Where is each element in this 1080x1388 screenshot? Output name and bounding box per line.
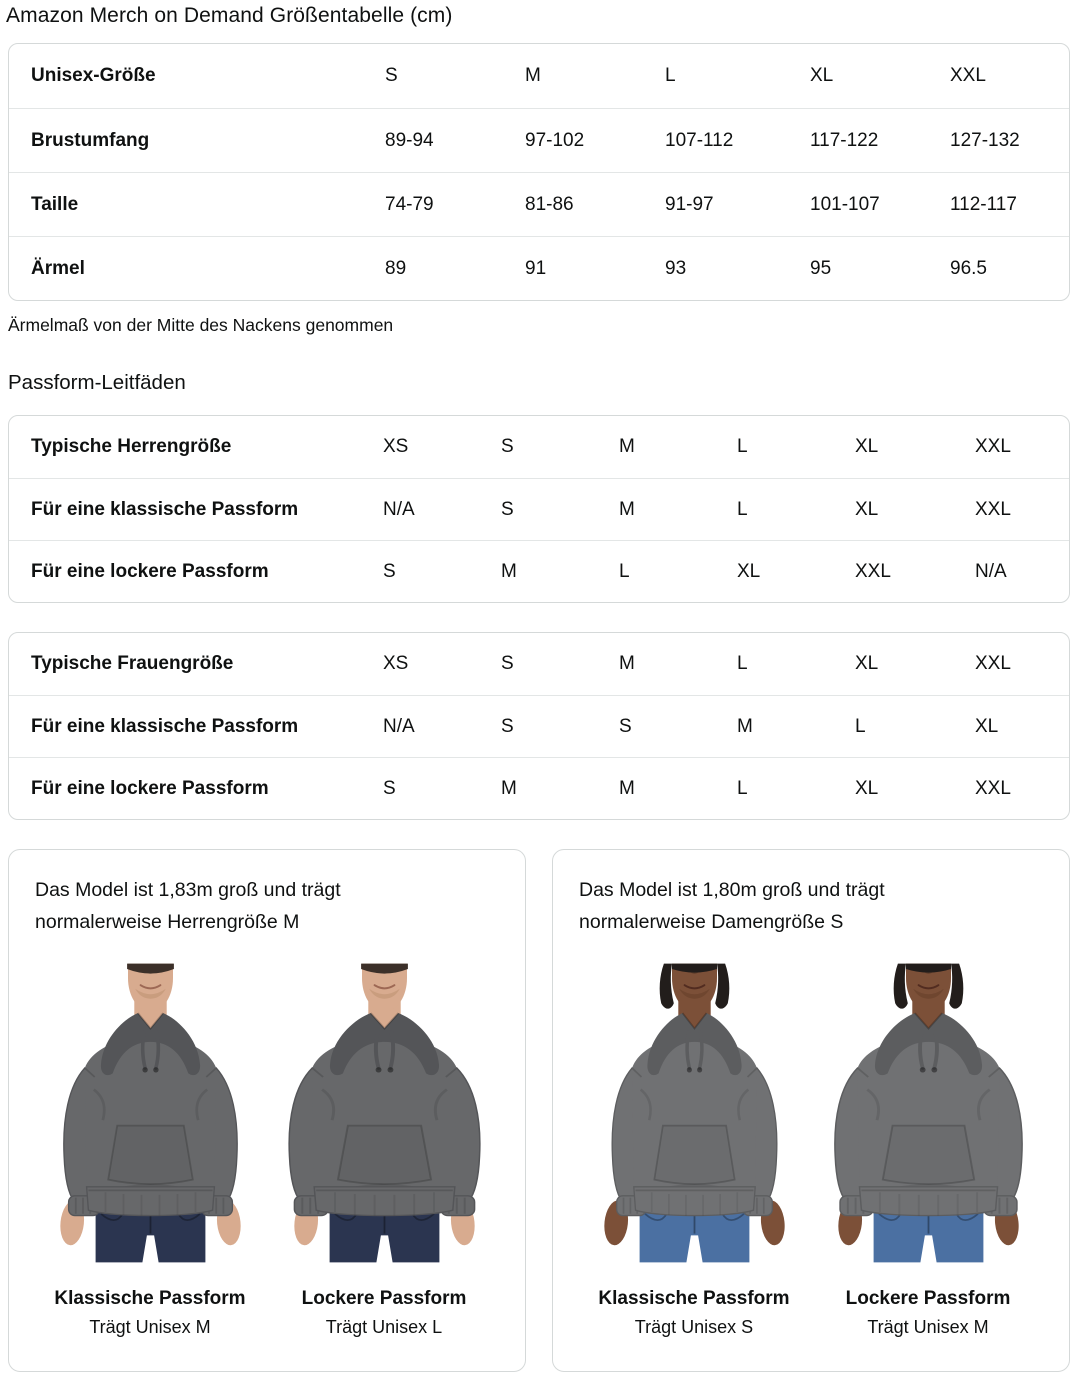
figure-caption bbox=[598, 1278, 789, 1338]
worn-size-label: Trägt Unisex S bbox=[634, 1317, 754, 1337]
size-column-header: XL bbox=[810, 65, 834, 86]
size-value: 117-122 bbox=[810, 129, 879, 151]
size-value: S bbox=[501, 436, 514, 457]
size-value: XS bbox=[383, 653, 409, 674]
size-value: XL bbox=[975, 715, 999, 737]
figure-caption bbox=[54, 1278, 245, 1338]
page-title: Amazon Merch on Demand Größentabelle (cm) bbox=[6, 4, 453, 27]
size-value: 96.5 bbox=[950, 257, 987, 279]
size-value: L bbox=[737, 653, 748, 674]
size-value: 101-107 bbox=[810, 193, 880, 215]
size-value: L bbox=[619, 560, 630, 582]
unisex-size-table bbox=[8, 43, 1070, 301]
row-label: Taille bbox=[31, 193, 79, 215]
model-figure bbox=[577, 948, 811, 1338]
size-value: M bbox=[619, 653, 635, 674]
row-label: Für eine lockere Passform bbox=[31, 560, 269, 582]
size-value: 89-94 bbox=[385, 129, 434, 151]
size-value: S bbox=[501, 715, 514, 737]
women-fit-table bbox=[8, 632, 1070, 820]
model-figure bbox=[33, 948, 267, 1338]
size-value: XXL bbox=[855, 560, 891, 582]
figures-row bbox=[577, 948, 1045, 1338]
size-value: S bbox=[619, 715, 632, 737]
size-value: M bbox=[501, 777, 517, 799]
size-value: 91 bbox=[525, 257, 547, 279]
worn-size-label: Trägt Unisex M bbox=[89, 1317, 211, 1337]
size-value: 97-102 bbox=[525, 129, 585, 151]
row-label: Ärmel bbox=[31, 257, 85, 279]
table-row bbox=[9, 695, 1069, 757]
figure-caption bbox=[302, 1278, 467, 1338]
table-row bbox=[9, 236, 1069, 300]
size-column-header: L bbox=[665, 65, 676, 86]
figure-caption bbox=[846, 1278, 1011, 1338]
size-value: 93 bbox=[665, 257, 687, 279]
female-classic-fit-photo bbox=[582, 948, 807, 1278]
size-value: XL bbox=[855, 498, 879, 520]
size-value: S bbox=[383, 777, 396, 799]
size-value: 81-86 bbox=[525, 193, 574, 215]
size-value: XL bbox=[855, 436, 879, 457]
size-value: S bbox=[501, 653, 514, 674]
model-cards bbox=[8, 849, 1070, 1372]
model-description: Das Model ist 1,83m groß und trägt normalerweise Herrengröße M bbox=[35, 879, 341, 933]
fit-guides-heading: Passform-Leitfäden bbox=[8, 371, 186, 394]
size-value: S bbox=[383, 560, 396, 582]
size-value: L bbox=[737, 777, 748, 799]
size-value: 95 bbox=[810, 257, 832, 279]
size-value: L bbox=[737, 498, 748, 520]
size-value: 89 bbox=[385, 257, 407, 279]
model-figure bbox=[811, 948, 1045, 1338]
female-loose-fit-photo bbox=[816, 948, 1041, 1278]
sleeve-measure-note: Ärmelmaß von der Mitte des Nackens genommen bbox=[8, 315, 394, 335]
size-value: 112-117 bbox=[950, 193, 1017, 215]
size-value: XL bbox=[855, 777, 879, 799]
worn-size-label: Trägt Unisex L bbox=[325, 1317, 443, 1337]
row-label: Typische Herrengröße bbox=[31, 436, 232, 457]
size-value: 107-112 bbox=[665, 129, 734, 151]
row-label: Brustumfang bbox=[31, 129, 150, 151]
male-loose-fit-photo bbox=[272, 948, 497, 1278]
size-value: N/A bbox=[975, 560, 1007, 582]
fit-type-label: Lockere Passform bbox=[301, 1288, 467, 1309]
size-value: XXL bbox=[975, 436, 1011, 457]
fit-type-label: Klassische Passform bbox=[598, 1288, 790, 1309]
size-column-header: XXL bbox=[950, 65, 986, 86]
table-row bbox=[9, 172, 1069, 236]
table-row bbox=[9, 633, 1069, 695]
figures-row bbox=[33, 948, 501, 1338]
size-value: N/A bbox=[383, 498, 415, 520]
table-row bbox=[9, 757, 1069, 819]
size-value: XXL bbox=[975, 777, 1011, 799]
size-value: L bbox=[737, 436, 748, 457]
size-value: M bbox=[619, 777, 635, 799]
size-value: 127-132 bbox=[950, 129, 1020, 151]
size-value: M bbox=[619, 436, 635, 457]
worn-size-label: Trägt Unisex M bbox=[867, 1317, 989, 1337]
row-label: Für eine klassische Passform bbox=[31, 498, 299, 520]
size-value: M bbox=[501, 560, 517, 582]
row-label: Für eine lockere Passform bbox=[31, 777, 269, 799]
size-value: XL bbox=[737, 560, 761, 582]
fit-type-label: Lockere Passform bbox=[845, 1288, 1011, 1309]
row-label: Unisex-Größe bbox=[31, 65, 156, 86]
size-value: XXL bbox=[975, 498, 1011, 520]
size-column-header: M bbox=[525, 65, 541, 86]
women-model-card bbox=[552, 849, 1070, 1372]
size-value: L bbox=[855, 715, 866, 737]
model-figure bbox=[267, 948, 501, 1338]
men-model-card bbox=[8, 849, 526, 1372]
table-row bbox=[9, 540, 1069, 602]
size-value: 91-97 bbox=[665, 193, 714, 215]
size-value: N/A bbox=[383, 715, 415, 737]
table-row bbox=[9, 416, 1069, 478]
size-value: M bbox=[619, 498, 635, 520]
size-value: M bbox=[737, 715, 753, 737]
size-column-header: S bbox=[385, 65, 398, 86]
table-row bbox=[9, 478, 1069, 540]
size-value: 74-79 bbox=[385, 193, 434, 215]
men-fit-table bbox=[8, 415, 1070, 603]
size-value: XS bbox=[383, 436, 409, 457]
model-description: Das Model ist 1,80m groß und trägt normalerweise Damengröße S bbox=[579, 879, 885, 933]
row-label: Für eine klassische Passform bbox=[31, 715, 299, 737]
fit-type-label: Klassische Passform bbox=[54, 1288, 246, 1309]
table-row bbox=[9, 108, 1069, 172]
male-classic-fit-photo bbox=[38, 948, 263, 1278]
table-header-row bbox=[9, 44, 1069, 108]
size-value: XXL bbox=[975, 653, 1011, 674]
size-value: XL bbox=[855, 653, 879, 674]
row-label: Typische Frauengröße bbox=[31, 653, 234, 674]
size-value: S bbox=[501, 498, 514, 520]
